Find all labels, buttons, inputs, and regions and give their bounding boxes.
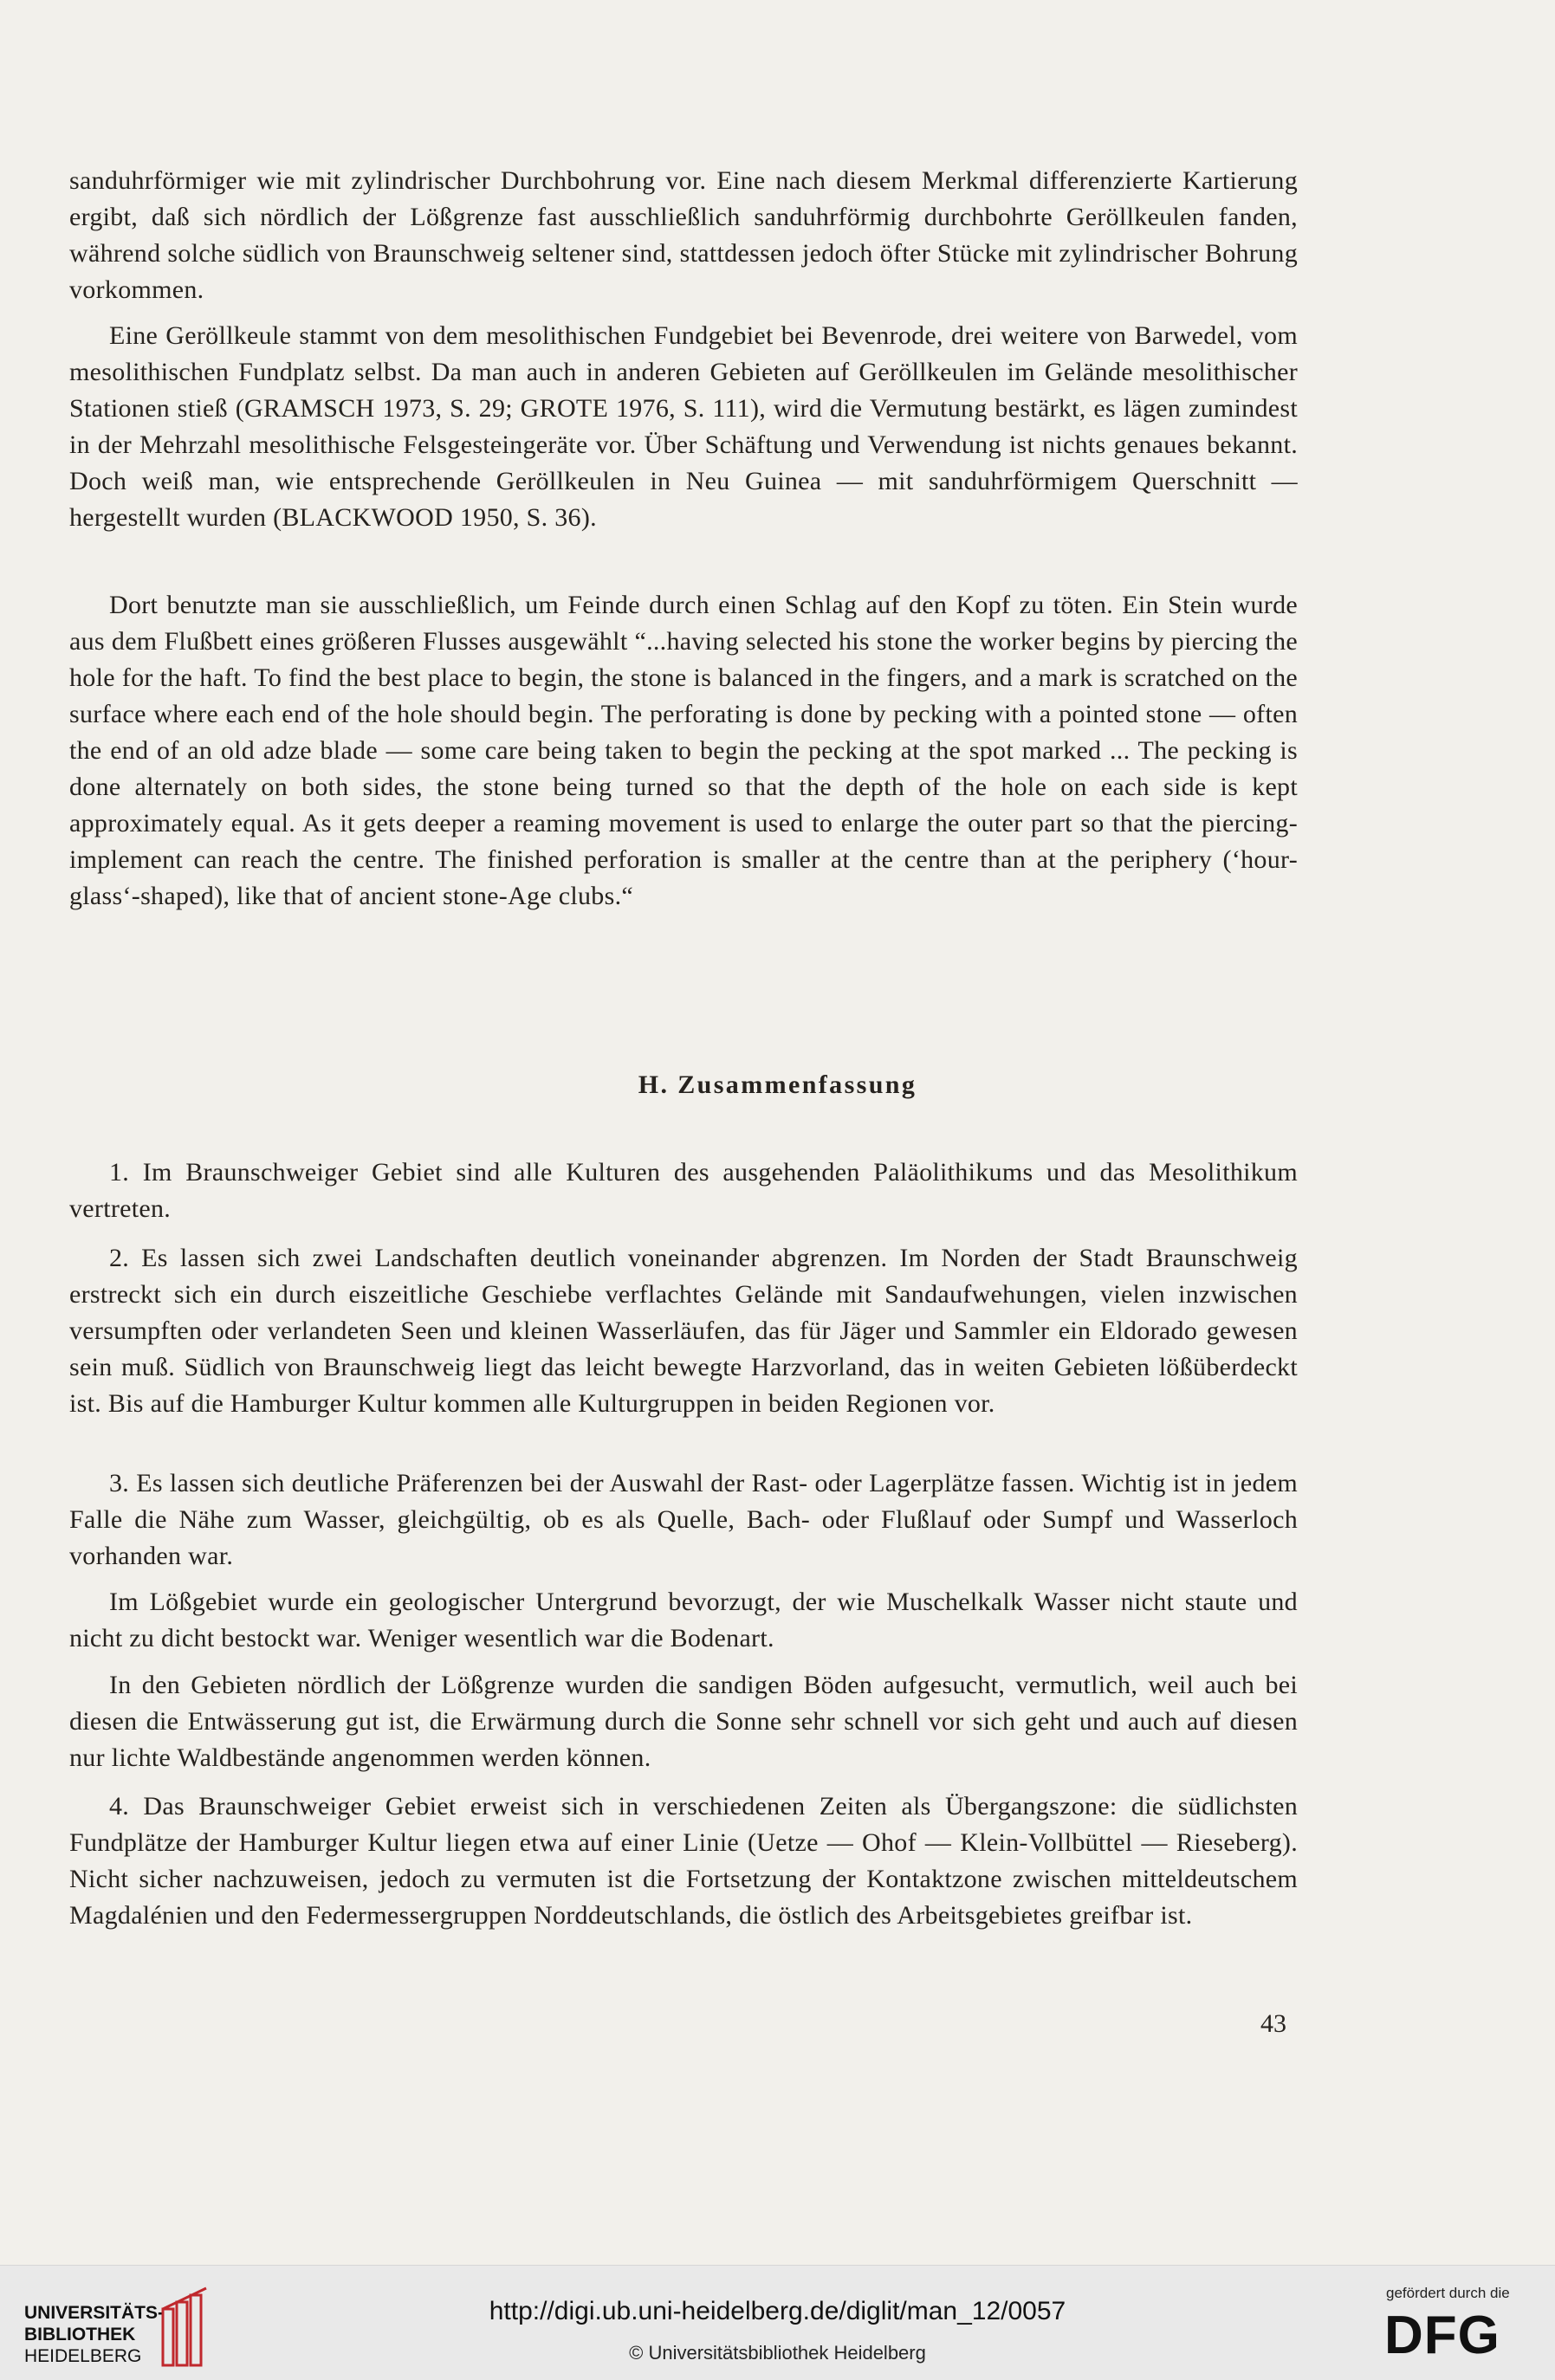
section-heading: H. Zusammenfassung: [638, 1070, 917, 1099]
paragraph-geroellkeule: Eine Geröllkeule stammt von dem mesolithischen Fundgebiet bei Bevenrode, drei weitere von Barwedel, vom mesolithischen Fundplatz selbst. Da man auch in anderen Gebieten auf Geröllkeulen im Gelände mesolithischer Stationen stieß (GRAMSCH 1973, S. 29; GROTE 1976, S. 111), wird die Vermutung bestärkt, es lägen zumindest in der Mehrzahl mesolithische Felsgesteingeräte vor. Über Schäftung und Verwendung ist nichts genaues bekannt. Doch weiß man, wie entsprechende Geröllkeulen in Neu Guinea — mit sanduhrförmigem Querschnitt — hergestellt wurden (BLACKWOOD 1950, S. 36).: [69, 321, 1298, 532]
paragraph-continuation: sanduhrförmiger wie mit zylindrischer Durchbohrung vor. Eine nach diesem Merkmal differenzierte Kartierung ergibt, daß sich nördlich der Lößgrenze fast ausschließlich sanduhrförmig durchbohrte Geröllkeulen fanden, während solche südlich von Braunschweig seltener sind, stattdessen jedoch öfter Stücke mit zylindrischer Bohrung vorkommen.: [69, 166, 1298, 304]
funded-by-label: gefördert durch die: [1386, 2285, 1510, 2301]
dfg-logo[interactable]: DFG: [1384, 2306, 1500, 2365]
library-line-2: BIBLIOTHEK: [24, 2325, 136, 2344]
paragraph-quote: Dort benutzte man sie ausschließlich, um Feinde durch einen Schlag auf den Kopf zu töten. Ein Stein wurde aus dem Flußbett eines größeren Flusses ausgewählt “...having selected his stone the worker begins by piercing the hole for the haft. To find the best place to begin, the stone is balanced in the fingers, and a mark is scratched on the surface where each end of the hole should begin. The perforating is done by pecking with a pointed stone — often the end of an old adze blade — some care being taken to begin the pecking at the spot marked ... The pecking is done alternately on both sides, the stone being turned so that the depth of the hole on each side is kept approximately equal. As it gets deeper a reaming movement is used to enlarge the outer part so that the piercing-implement can reach the centre. The finished perforation is smaller at the centre than at the periphery (‘hour-glass‘-shaped), like that of ancient stone-Age clubs.“: [69, 591, 1298, 910]
summary-loess: Im Lößgebiet wurde ein geologischer Untergrund bevorzugt, der wie Muschelkalk Wasser nicht staute und nicht zu dicht bestockt war. Weniger wesentlich war die Bodenart.: [69, 1588, 1298, 1652]
digital-url-link[interactable]: http://digi.ub.uni-heidelberg.de/diglit/man_12/0057: [489, 2297, 1066, 2325]
summary-point-4: 4. Das Braunschweiger Gebiet erweist sich in verschiedenen Zeiten als Übergangszone: die südlichsten Fundplätze der Hamburger Kultur liegen etwa auf einer Linie (Uetze — Ohof — Klein-Vollbüttel — Rieseberg). Nicht sicher nachzuweisen, jedoch zu vermuten ist die Fortsetzung der Kontaktzone zwischen mitteldeutschem Magdalénien und den Federmessergruppen Norddeutschlands, die östlich des Arbeitsgebietes greifbar ist.: [69, 1792, 1298, 1930]
copyright-notice: © Universitätsbibliothek Heidelberg: [629, 2342, 926, 2364]
summary-north: In den Gebieten nördlich der Lößgrenze wurden die sandigen Böden aufgesucht, vermutlich, weil auch bei diesen die Entwässerung gut ist, die Erwärmung durch die Sonne sehr schnell vor sich geht und auch auf diesen nur lichte Waldbestände angenommen werden können.: [69, 1671, 1298, 1772]
summary-point-1: 1. Im Braunschweiger Gebiet sind alle Kulturen des ausgehenden Paläolithikums und das Mesolithikum vertreten.: [69, 1158, 1298, 1223]
page-number: 43: [1260, 2009, 1286, 2038]
footer-bar: [0, 2265, 1555, 2380]
library-line-1: UNIVERSITÄTS-: [24, 2303, 165, 2323]
summary-point-3: 3. Es lassen sich deutliche Präferenzen bei der Auswahl der Rast- oder Lagerplätze fassen. Wichtig ist in jedem Falle die Nähe zum Wasser, gleichgültig, ob es als Quelle, Bach- oder Flußlauf oder Sumpf und Wasserloch vorhanden war.: [69, 1469, 1298, 1570]
library-line-3: HEIDELBERG: [24, 2346, 142, 2366]
summary-point-2: 2. Es lassen sich zwei Landschaften deutlich voneinander abgrenzen. Im Norden der Stadt Braunschweig erstreckt sich ein durch eiszeitliche Geschiebe verflachtes Gelände mit Sandaufwehungen, vielen inzwischen versumpften oder verlandeten Seen und kleinen Wasserläufen, das für Jäger und Sammler ein Eldorado gewesen sein muß. Südlich von Braunschweig liegt das leicht bewegte Harzvorland, das in weiten Gebieten lößüberdeckt ist. Bis auf die Hamburger Kultur kommen alle Kulturgruppen in beiden Regionen vor.: [69, 1244, 1298, 1418]
